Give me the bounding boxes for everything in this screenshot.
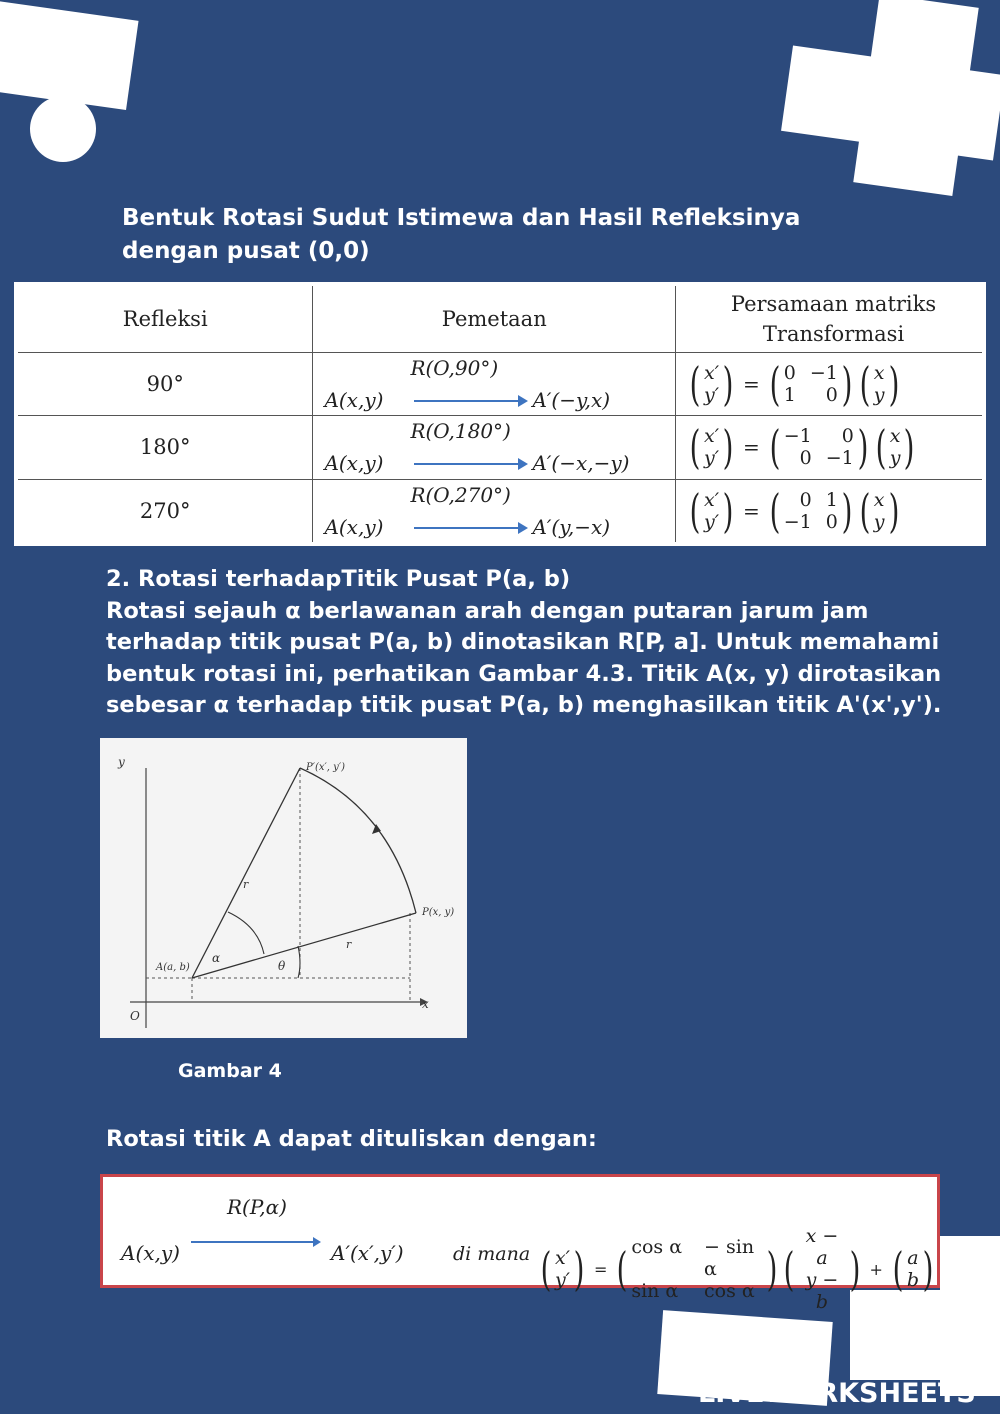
figure-caption: Gambar 4 [178,1060,282,1082]
matrix-b: 0 [841,425,854,448]
row-matrix-equation: ( x′ y′ ) = ( −1 0 0 −1 ) ( x y ) [676,416,984,479]
row-mapping [313,416,676,479]
mapping-arrow-icon [414,400,520,402]
formula-from: A(x,y) [121,1241,180,1265]
row-angle: 270° [16,479,313,544]
f-plus: + [869,1259,883,1279]
section-line-1: 2. Rotasi terhadapTitik Pusat P(a, b) [106,566,571,592]
matrix-c: 1 [783,384,796,407]
vec-y-prime: y′ [704,510,720,533]
matrix-d: −1 [825,447,854,470]
liveworksheets-logo: LIVEWORKSHEETS [698,1378,976,1409]
header-persamaan-line1: Persamaan matriks [730,292,937,316]
f-vec-b: b [906,1269,920,1291]
table-row [16,479,984,544]
f-matrix-b: − sin α [704,1236,755,1280]
table-row [16,416,984,479]
rotation-arc [300,768,416,913]
vec-y: y [873,384,885,407]
formula-matrix-equation: ( x′ y′ ) = ( cos α − sin α sin α cos α ) ( x − a y − b ) + ( a b ) [540,1225,934,1313]
mapping-from: A(x,y) [324,451,384,476]
matrix-b: 1 [825,488,838,511]
vec-x: x [873,362,885,385]
header-persamaan [676,284,984,353]
vec-x: x [889,425,901,448]
matrix-a: 0 [799,488,812,511]
f-vec-y-minus-b: y − b [805,1269,839,1313]
vec-y: y [873,510,885,533]
matrix-a: −1 [783,425,812,448]
deco-dot-left [30,96,96,162]
row-angle: 90° [16,353,313,416]
label-p: P(x, y) [422,907,455,918]
header-pemetaan: Pemetaan [313,284,676,353]
mapping-to: A′(−y,x) [532,388,611,413]
mapping-from: A(x,y) [324,514,384,539]
f-matrix-a: cos α [631,1236,683,1258]
f-matrix-d: cos α [704,1280,755,1302]
rotation-figure [100,738,467,1038]
label-r-upper: r [243,878,249,891]
mapping-rule: R(O,180°) [410,419,511,444]
section-line-3: terhadap titik pusat P(a, b) dinotasikan R[P, a]. Untuk memahami [106,629,940,655]
mapping-to: A′(y,−x) [532,514,611,539]
label-y: y [118,755,125,769]
f-vec-a: a [907,1247,919,1269]
vec-x-prime: x′ [704,488,720,511]
page-title [122,202,800,268]
label-a: A(a, b) [156,962,190,973]
deco-bar-top-left [0,0,139,110]
radius-to-pprime [192,768,300,978]
mapping-rule: R(O,270°) [410,482,511,507]
mapping-arrow-icon [414,463,520,465]
vec-y: y [889,447,901,470]
formula-rule: R(P,α) [227,1195,287,1219]
label-theta: θ [278,959,286,973]
matrix-d: 0 [825,510,838,533]
table-row [16,353,984,416]
radius-to-p [192,913,416,978]
row-matrix-equation: ( x′ y′ ) = ( 0 −1 1 0 ) ( x y ) [676,353,984,416]
section-line-4: bentuk rotasi ini, perhatikan Gambar 4.3. Titik A(x, y) dirotasikan [106,660,942,687]
section-rotation-point [106,564,996,722]
formula-box [100,1174,940,1313]
formula-di-mana: di mana [453,1243,531,1265]
mapping-arrow-icon [414,527,520,529]
vec-x: x [873,488,885,511]
section-line-2: Rotasi sejauh α berlawanan arah dengan putaran jarum jam [106,597,869,624]
table-header-row [16,284,984,353]
row-angle: 180° [16,416,313,479]
label-pprime: P′(x′, y′) [306,762,345,773]
header-refleksi: Refleksi [16,284,313,353]
row-mapping [313,479,676,544]
matrix-c: 0 [799,447,812,470]
label-alpha: α [212,951,221,965]
vec-y-prime: y′ [704,447,720,470]
row-mapping [313,353,676,416]
formula-subtitle: Rotasi titik A dapat dituliskan dengan: [106,1126,597,1152]
rotation-diagram [100,738,467,1038]
label-x: x [422,997,429,1011]
row-matrix-equation: ( x′ y′ ) = ( 0 1 −1 0 ) ( x y ) [676,479,984,544]
f-equals: = [593,1259,608,1279]
vec-y-prime: y′ [704,384,720,407]
f-vec-y-prime: y′ [554,1269,571,1291]
mapping-rule: R(O,90°) [410,356,499,381]
matrix-b: −1 [809,362,838,385]
alpha-arc [228,912,264,954]
matrix-d: 0 [825,384,838,407]
title-line-2: dengan pusat (0,0) [122,238,370,264]
rotation-table [14,282,986,546]
matrix-a: 0 [783,362,796,385]
f-vec-x-minus-a: x − a [805,1225,839,1269]
vec-x-prime: x′ [704,425,720,448]
formula-arrow-icon [191,1241,315,1243]
formula-to: A′(x′,y′) [331,1241,404,1265]
section-line-5: sebesar α terhadap titik pusat P(a, b) menghasilkan titik A'(x',y'). [106,692,942,718]
mapping-from: A(x,y) [324,388,384,413]
label-origin: O [130,1009,140,1023]
f-matrix-c: sin α [631,1280,679,1302]
label-r-lower: r [346,938,352,951]
header-persamaan-line2: Transformasi [762,322,905,346]
mapping-to: A′(−x,−y) [532,451,630,476]
f-vec-x-prime: x′ [554,1247,570,1269]
title-line-1: Bentuk Rotasi Sudut Istimewa dan Hasil Refleksinya [122,205,801,231]
matrix-c: −1 [783,510,812,533]
vec-x-prime: x′ [704,362,720,385]
